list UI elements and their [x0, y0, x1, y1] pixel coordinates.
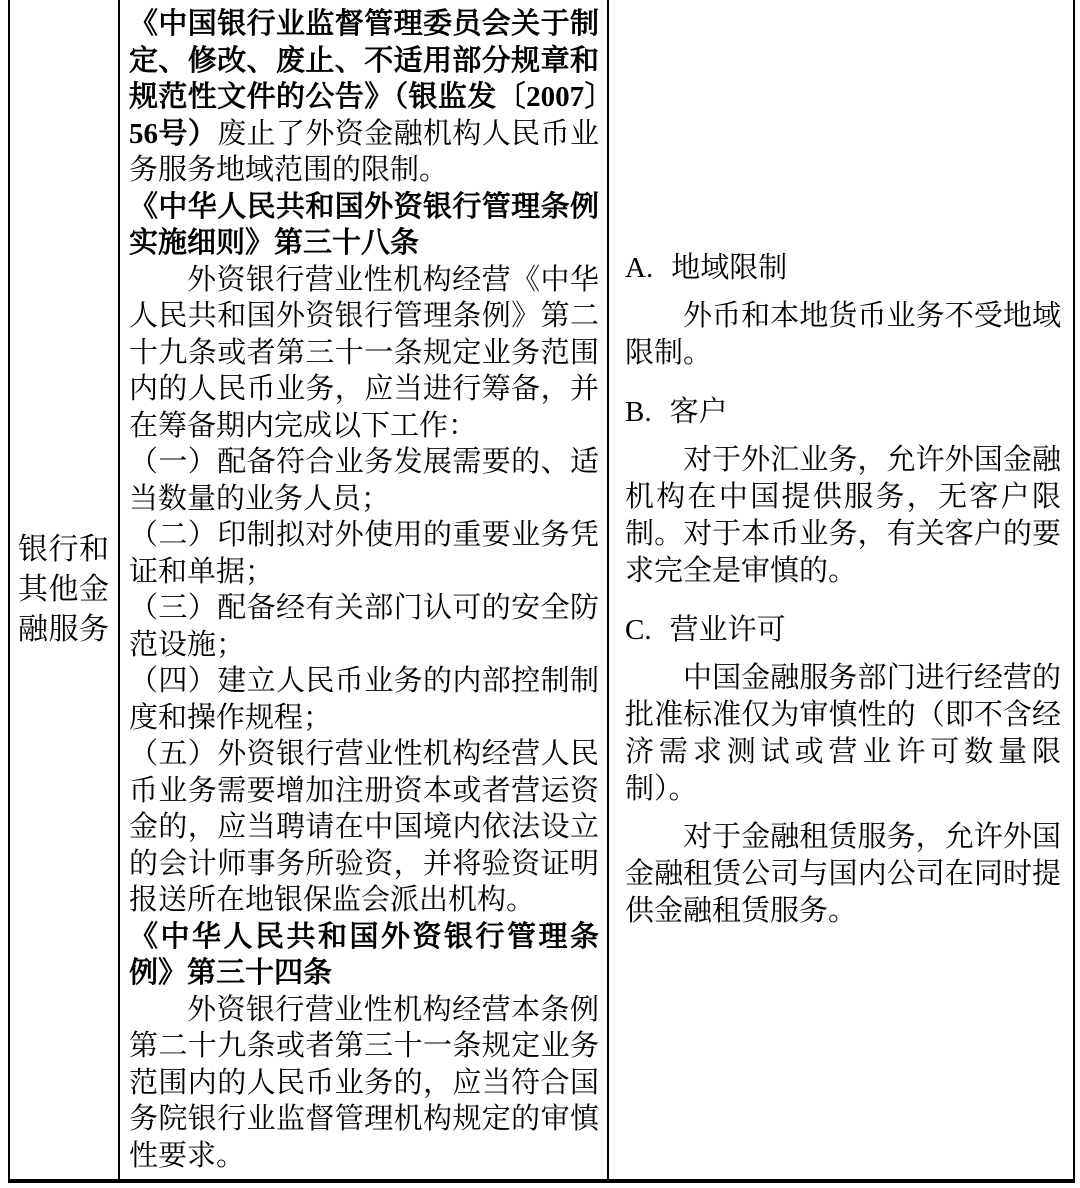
legal-paragraph-article38-body: 外资银行营业性机构经营《中华人民共和国外资银行管理条例》第二十九条或者第三十一条规定业务范围内的人民币业务，应当进行筹备，并在筹备期内完成以下工作：: [129, 263, 599, 442]
legal-citation-title: 《中国银行业监督管理委员会关于制定、修改、废止、不适用部分规章和规范性文件的公告》（银监发〔2007〕56号）: [129, 8, 599, 150]
section-letter: B.: [625, 395, 652, 428]
legal-citation-article38: 《中华人民共和国外资银行管理条例实施细则》第三十八条: [129, 190, 599, 259]
legal-list-item-1: （一）配备符合业务发展需要的、适当数量的业务人员；: [129, 446, 599, 515]
sector-cell: [10, 0, 120, 1179]
section-heading: [625, 250, 1061, 287]
section-paragraph: 外币和本地货币业务不受地域限制。: [625, 299, 1061, 369]
section-heading: [625, 612, 1061, 649]
commitments-cell: [609, 0, 1073, 1179]
legal-list-item-2: （二）印制拟对外使用的重要业务凭证和单据；: [129, 519, 599, 588]
section-title: 客户: [669, 395, 728, 428]
legal-citation-article34: 《中华人民共和国外资银行管理条例》第三十四条: [129, 920, 599, 989]
legal-list-item-4: （四）建立人民币业务的内部控制制度和操作规程；: [129, 665, 599, 734]
section-heading: [625, 394, 1061, 431]
commitment-section-licensing: [625, 601, 1061, 941]
legal-list-item-5: （五）外资银行营业性机构经营人民币业务需要增加注册资本或者营运资金的，应当聘请在中国境内依法设立的会计师事务所验资，并将验资证明报送所在地银保监会派出机构。: [129, 738, 599, 916]
commitments-table: [8, 0, 1075, 1183]
section-paragraph: 中国金融服务部门进行经营的批准标准仅为审慎性的（即不含经济需求测试或营业许可数量限制）。: [625, 661, 1061, 805]
section-paragraph: 对于金融租赁服务，允许外国金融租赁公司与国内公司在同时提供金融租赁服务。: [625, 820, 1061, 927]
legal-list-item-3: （三）配备经有关部门认可的安全防范设施；: [129, 592, 599, 661]
legal-citation-body: 废止了外资金融机构人民币业务服务地域范围的限制。: [129, 117, 599, 186]
legal-paragraph-article34-body: 外资银行营业性机构经营本条例第二十九条或者第三十一条规定业务范围内的人民币业务的，应当符合国务院银行业监督管理机构规定的审慎性要求。: [129, 993, 599, 1172]
commitment-section-clients: [625, 383, 1061, 601]
sector-label: 银行和其他金融服务: [18, 532, 110, 646]
section-paragraph: 对于外汇业务，允许外国金融机构在中国提供服务，无客户限制。对于本币业务，有关客户的要求完全是审慎的。: [625, 443, 1061, 587]
section-title: 地域限制: [671, 251, 788, 284]
commitment-section-geographic: [625, 239, 1061, 383]
section-letter: A.: [625, 251, 654, 284]
section-title: 营业许可: [669, 613, 786, 646]
legal-paragraph-announcement: [129, 6, 599, 189]
section-letter: C.: [625, 613, 652, 646]
measures-cell: [120, 0, 609, 1179]
